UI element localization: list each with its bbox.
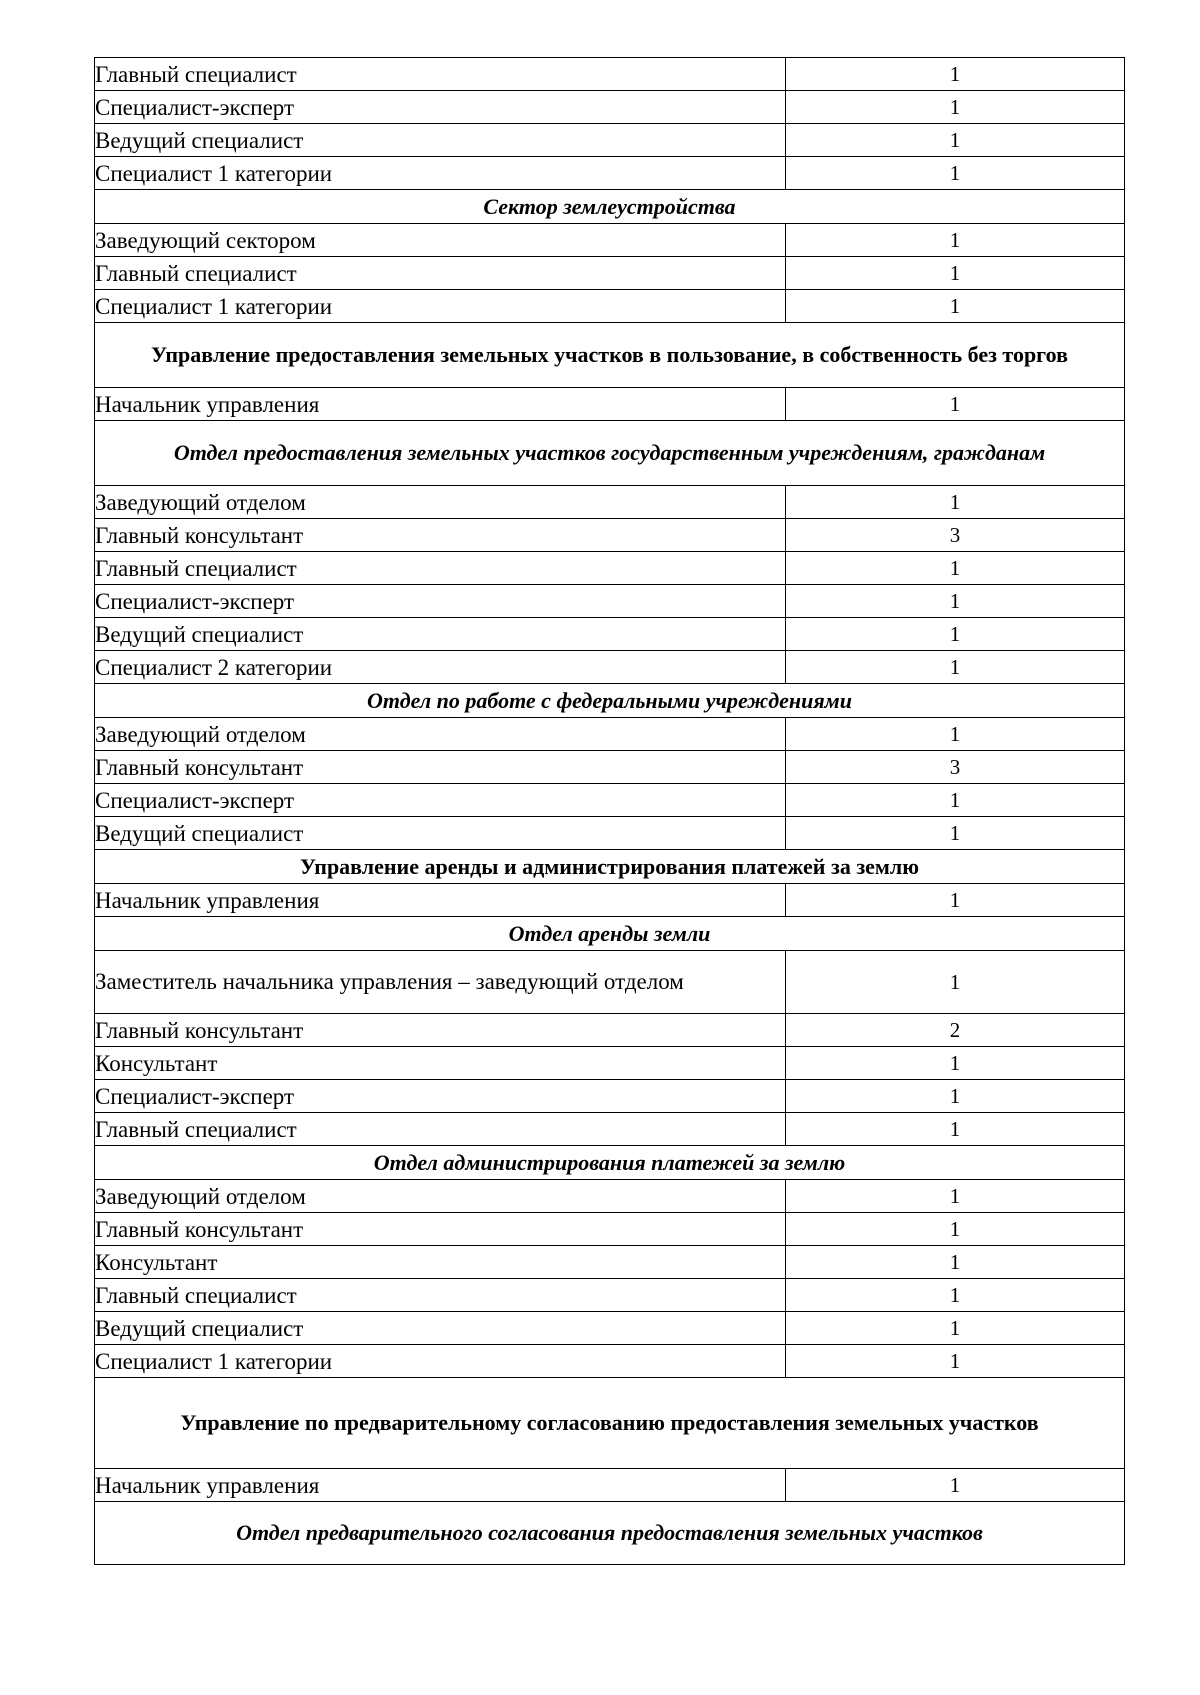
section-title: Отдел предоставления земельных участков государственным учреждениям, гражданам (95, 421, 1125, 486)
position-cell: Специалист 2 категории (95, 651, 786, 684)
count-cell: 1 (786, 290, 1125, 323)
count-cell: 1 (786, 486, 1125, 519)
count-cell: 1 (786, 1469, 1125, 1502)
position-cell: Главный специалист (95, 552, 786, 585)
count-cell: 1 (786, 651, 1125, 684)
count-cell: 1 (786, 552, 1125, 585)
table-row (95, 1213, 1125, 1246)
table-row (95, 651, 1125, 684)
position-cell: Начальник управления (95, 388, 786, 421)
table-row (95, 1312, 1125, 1345)
table-row (95, 388, 1125, 421)
section-title: Управление предоставления земельных участков в пользование, в собственность без торгов (95, 323, 1125, 388)
table-row (95, 884, 1125, 917)
count-cell: 3 (786, 519, 1125, 552)
position-cell: Ведущий специалист (95, 124, 786, 157)
section-header-row (95, 850, 1125, 884)
count-cell: 1 (786, 951, 1125, 1014)
table-row (95, 1279, 1125, 1312)
count-cell: 1 (786, 1246, 1125, 1279)
position-cell: Ведущий специалист (95, 1312, 786, 1345)
position-cell: Специалист-эксперт (95, 1080, 786, 1113)
position-cell: Главный консультант (95, 1213, 786, 1246)
section-header-row (95, 323, 1125, 388)
table-row (95, 486, 1125, 519)
position-cell: Специалист-эксперт (95, 784, 786, 817)
table-row (95, 58, 1125, 91)
position-cell: Заведующий отделом (95, 718, 786, 751)
table-row (95, 618, 1125, 651)
count-cell: 1 (786, 91, 1125, 124)
count-cell: 1 (786, 157, 1125, 190)
count-cell: 1 (786, 224, 1125, 257)
table-row (95, 784, 1125, 817)
count-cell: 3 (786, 751, 1125, 784)
table-row (95, 1246, 1125, 1279)
section-header-row (95, 917, 1125, 951)
staff-positions-table (94, 57, 1125, 1565)
count-cell: 1 (786, 388, 1125, 421)
position-cell: Главный специалист (95, 58, 786, 91)
table-row (95, 552, 1125, 585)
count-cell: 1 (786, 1312, 1125, 1345)
position-cell: Специалист 1 категории (95, 157, 786, 190)
position-cell: Ведущий специалист (95, 817, 786, 850)
table-row (95, 290, 1125, 323)
position-cell: Главный консультант (95, 519, 786, 552)
count-cell: 1 (786, 1113, 1125, 1146)
position-cell: Главный специалист (95, 1113, 786, 1146)
table-row (95, 91, 1125, 124)
count-cell: 1 (786, 1279, 1125, 1312)
section-title: Сектор землеустройства (95, 190, 1125, 224)
position-cell: Ведущий специалист (95, 618, 786, 651)
position-cell: Специалист 1 категории (95, 290, 786, 323)
section-title: Отдел аренды земли (95, 917, 1125, 951)
position-cell: Начальник управления (95, 884, 786, 917)
table-row (95, 1469, 1125, 1502)
count-cell: 1 (786, 124, 1125, 157)
table-row (95, 1180, 1125, 1213)
position-cell: Главный консультант (95, 751, 786, 784)
table-row (95, 257, 1125, 290)
count-cell: 1 (786, 884, 1125, 917)
count-cell: 1 (786, 1180, 1125, 1213)
position-cell: Консультант (95, 1047, 786, 1080)
table-row (95, 157, 1125, 190)
position-cell: Главный консультант (95, 1014, 786, 1047)
section-header-row (95, 1502, 1125, 1565)
count-cell: 2 (786, 1014, 1125, 1047)
table-row (95, 817, 1125, 850)
position-cell: Специалист-эксперт (95, 585, 786, 618)
table-row (95, 224, 1125, 257)
count-cell: 1 (786, 817, 1125, 850)
table-row (95, 951, 1125, 1014)
table-row (95, 585, 1125, 618)
position-cell: Заведующий отделом (95, 486, 786, 519)
position-cell: Заведующий отделом (95, 1180, 786, 1213)
position-cell: Начальник управления (95, 1469, 786, 1502)
count-cell: 1 (786, 1047, 1125, 1080)
count-cell: 1 (786, 585, 1125, 618)
position-cell: Консультант (95, 1246, 786, 1279)
position-cell: Заведующий сектором (95, 224, 786, 257)
section-header-row (95, 190, 1125, 224)
section-title: Отдел предварительного согласования предоставления земельных участков (95, 1502, 1125, 1565)
table-body (95, 58, 1125, 1565)
section-header-row (95, 684, 1125, 718)
table-row (95, 1345, 1125, 1378)
table-row (95, 1047, 1125, 1080)
table-row (95, 519, 1125, 552)
table-row (95, 718, 1125, 751)
count-cell: 1 (786, 784, 1125, 817)
section-title: Управление по предварительному согласованию предоставления земельных участков (95, 1378, 1125, 1469)
section-title: Отдел по работе с федеральными учреждениями (95, 684, 1125, 718)
position-cell: Специалист-эксперт (95, 91, 786, 124)
section-header-row (95, 1146, 1125, 1180)
count-cell: 1 (786, 257, 1125, 290)
table-row (95, 1080, 1125, 1113)
count-cell: 1 (786, 718, 1125, 751)
section-header-row (95, 1378, 1125, 1469)
table-row (95, 751, 1125, 784)
count-cell: 1 (786, 58, 1125, 91)
section-header-row (95, 421, 1125, 486)
table-row (95, 124, 1125, 157)
position-cell: Заместитель начальника управления – заведующий отделом (95, 951, 786, 1014)
count-cell: 1 (786, 1345, 1125, 1378)
position-cell: Специалист 1 категории (95, 1345, 786, 1378)
count-cell: 1 (786, 1213, 1125, 1246)
position-cell: Главный специалист (95, 257, 786, 290)
section-title: Управление аренды и администрирования платежей за землю (95, 850, 1125, 884)
count-cell: 1 (786, 1080, 1125, 1113)
table-row (95, 1113, 1125, 1146)
position-cell: Главный специалист (95, 1279, 786, 1312)
table-row (95, 1014, 1125, 1047)
count-cell: 1 (786, 618, 1125, 651)
section-title: Отдел администрирования платежей за землю (95, 1146, 1125, 1180)
